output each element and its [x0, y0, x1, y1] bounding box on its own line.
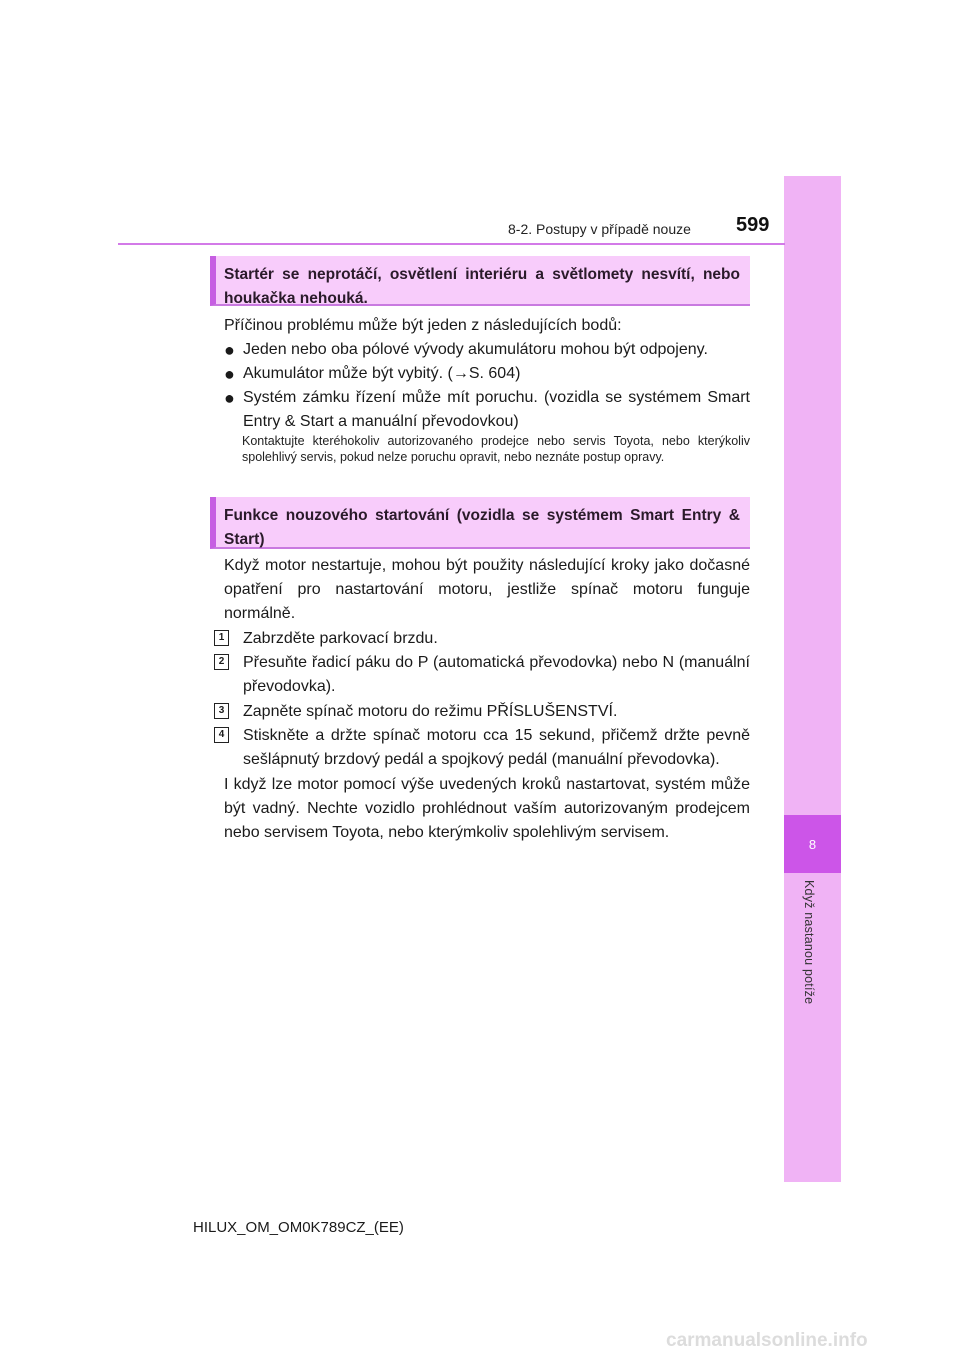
- bullet-text: Jeden nebo oba pólové vývody akumulátoru mohou být odpojeny.: [243, 341, 708, 358]
- step-number-box: 2: [214, 654, 229, 670]
- bullet-text: Akumulátor může být vybitý. (→S. 604): [243, 365, 521, 382]
- section1-intro: Příčinou problému může být jeden z následujících bodů:: [224, 317, 622, 334]
- chapter-number-tab: 8: [784, 815, 841, 873]
- section2-title-box: [210, 497, 750, 549]
- bullet-icon: ●: [224, 388, 235, 408]
- document-code: HILUX_OM_OM0K789CZ_(EE): [193, 1219, 404, 1236]
- bullet-text: Systém zámku řízení může mít poruchu. (vozidla se systémem Smart Entry & Start a manuální převodovkou): [243, 389, 750, 430]
- section1-note: Kontaktujte kteréhokoliv autorizovaného prodejce nebo servis Toyota, nebo kterýkoliv spolehlivý servis, pokud nelze poruchu opravit, nebo neznáte postup opravy.: [242, 434, 750, 464]
- header-section-title: 8-2. Postupy v případě nouze: [508, 221, 691, 237]
- section2-outro: I když lze motor pomocí výše uvedených kroků nastartovat, systém může být vadný. Nechte vozidlo prohlédnout vaším autorizovaným prodejcem nebo servisem Toyota, nebo kterýmkoliv spolehlivým servisem.: [224, 776, 750, 841]
- section1-title: Startér se neprotáčí, osvětlení interiéru a světlomety nesvítí, nebo houkačka nehouká.: [224, 266, 740, 307]
- step-text: Stiskněte a držte spínač motoru cca 15 sekund, přičemž držte pevně sešlápnutý brzdový pedál a spojkový pedál (manuální převodovka).: [243, 727, 750, 768]
- step-text: Zabrzděte parkovací brzdu.: [243, 630, 438, 647]
- step-number-box: 1: [214, 630, 229, 646]
- step-text: Zapněte spínač motoru do režimu PŘÍSLUŠENSTVÍ.: [243, 703, 618, 720]
- section2-title: Funkce nouzového startování (vozidla se systémem Smart Entry & Start): [224, 507, 740, 548]
- page-number: 599: [736, 214, 770, 236]
- bullet-icon: ●: [224, 364, 235, 384]
- step-number-box: 3: [214, 703, 229, 719]
- chapter-sidebar: [784, 176, 841, 1182]
- step-text: Přesuňte řadicí páku do P (automatická převodovka) nebo N (manuální převodovka).: [243, 654, 750, 695]
- header-rule: [118, 243, 785, 245]
- watermark: carmanualsonline.info: [666, 1330, 868, 1351]
- section1-title-box: [210, 256, 750, 306]
- bullet-icon: ●: [224, 340, 235, 360]
- section2-intro: Když motor nestartuje, mohou být použity následující kroky jako dočasné opatření pro nastartování motoru, jestliže spínač motoru funguje normálně.: [224, 557, 750, 622]
- chapter-title-vertical: Když nastanou potíže: [802, 880, 816, 1005]
- step-number-box: 4: [214, 727, 229, 743]
